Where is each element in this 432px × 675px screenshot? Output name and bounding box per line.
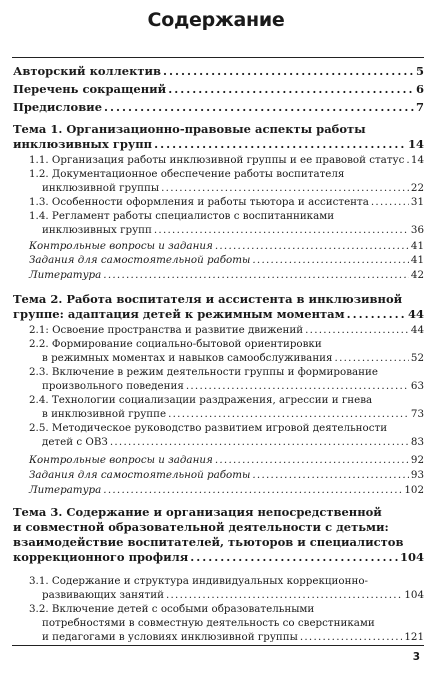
dot-leader	[104, 100, 414, 115]
toc-entry[interactable]	[13, 505, 424, 565]
dot-leader	[110, 435, 409, 449]
page-title: Содержание	[147, 9, 285, 31]
toc-page-number: 121	[404, 631, 424, 643]
dot-leader	[186, 379, 409, 393]
toc-entry-title: и педагогами в условиях инклюзивной группы	[42, 631, 298, 643]
toc-page-number: 44	[410, 324, 424, 336]
toc-page-number: 7	[415, 100, 424, 114]
dot-leader	[154, 223, 409, 237]
toc-page-number: 6	[415, 82, 424, 96]
toc-entry[interactable]	[13, 122, 424, 152]
toc-entry-title: 2.1: Освоение пространства и развитие движений	[29, 324, 304, 336]
toc-page-number: 36	[410, 224, 424, 236]
toc-entry[interactable]	[29, 323, 424, 337]
toc-entry-title: потребностями в совместную деятельность со сверстниками	[42, 617, 375, 629]
toc-entry-title: 2.4. Технологии социализации раздражения, агрессии и гнева	[29, 394, 373, 406]
toc-entry[interactable]	[29, 153, 424, 167]
toc-entry-title: Предисловие	[13, 100, 103, 114]
toc-entry-title: 1.1. Организация работы инклюзивной группы и ее правовой статус	[29, 154, 405, 166]
toc-page-number: 22	[410, 182, 424, 194]
toc-entry[interactable]	[29, 453, 424, 467]
toc-entry-title: 1.4. Регламент работы специалистов с воспитанниками	[29, 210, 335, 222]
toc-entry[interactable]	[29, 421, 424, 449]
dot-leader	[190, 550, 398, 565]
toc-entry-title: 3.1. Содержание и структура индивидуальных коррекционно-	[29, 575, 369, 587]
dot-leader	[168, 407, 409, 421]
dot-leader	[335, 351, 409, 365]
toc-entry[interactable]	[29, 602, 424, 644]
toc-entry-title: группе: адаптация детей к режимным моментам	[13, 307, 345, 321]
dot-leader	[347, 307, 406, 322]
toc-entry[interactable]	[13, 100, 424, 115]
toc-entry-title: Контрольные вопросы и задания	[29, 240, 213, 252]
toc-entry-title: и совместной образовательной деятельности с детьми:	[13, 520, 389, 534]
toc-entry[interactable]	[29, 268, 424, 282]
toc-entry-title: инклюзивных групп	[42, 224, 152, 236]
bottom-rule	[12, 645, 424, 646]
dot-leader	[154, 137, 406, 152]
toc-entry-title: в режимных моментах и навыков самообслуживания	[42, 352, 333, 364]
toc-entry-title: Авторский коллектив	[13, 64, 162, 78]
toc-entry-title: 2.3. Включение в режим деятельности группы и формирование	[29, 366, 378, 378]
toc-page-number: 14	[410, 154, 424, 166]
toc-entry[interactable]	[29, 483, 424, 497]
toc-entry-title: 1.2. Документационное обеспечение работы воспитателя	[29, 168, 345, 180]
toc-entry-title: Литература	[29, 484, 102, 496]
toc-page-number: 44	[407, 307, 424, 321]
toc-page-number: 83	[410, 436, 424, 448]
dot-leader	[371, 195, 409, 209]
toc-entry[interactable]	[29, 253, 424, 267]
dot-leader	[215, 239, 409, 253]
toc-entry[interactable]	[29, 468, 424, 482]
toc-entry-title: Тема 1. Организационно-правовые аспекты работы	[13, 122, 366, 136]
toc-page-number: 92	[410, 454, 424, 466]
toc-page-number: 41	[410, 240, 424, 252]
dot-leader	[166, 588, 402, 602]
toc-entry[interactable]	[29, 239, 424, 253]
toc-entry-title: Перечень сокращений	[13, 82, 167, 96]
toc-entry-title: коррекционного профиля	[13, 550, 189, 564]
toc-entry-title: развивающих занятий	[42, 589, 164, 601]
toc-entry-title: Задания для самостоятельной работы	[29, 254, 251, 266]
toc-entry-title: Задания для самостоятельной работы	[29, 469, 251, 481]
toc-entry-title: Тема 3. Содержание и организация непосредственной	[13, 505, 382, 519]
toc-page-number: 102	[404, 484, 424, 496]
toc-page-number: 5	[415, 64, 424, 78]
dot-leader	[103, 483, 402, 497]
toc-page-number: 63	[410, 380, 424, 392]
toc-page-number: 31	[410, 196, 424, 208]
toc-page-number: 104	[404, 589, 424, 601]
toc-entry[interactable]	[29, 337, 424, 365]
toc-page-number: 93	[410, 469, 424, 481]
toc-page-number: 52	[410, 352, 424, 364]
toc-page-number: 41	[410, 254, 424, 266]
toc-entry-title: в инклюзивной группе	[42, 408, 167, 420]
toc-entry[interactable]	[29, 167, 424, 195]
toc-entry[interactable]	[29, 574, 424, 602]
toc-page-number: 73	[410, 408, 424, 420]
toc-entry[interactable]	[29, 365, 424, 393]
toc-entry-title: произвольного поведения	[42, 380, 184, 392]
toc-entry-title: 2.5. Методическое руководство развитием игровой деятельности	[29, 422, 388, 434]
toc-entry-title: взаимодействие воспитателей, тьюторов и специалистов	[13, 535, 404, 549]
toc-entry[interactable]	[29, 195, 424, 209]
dot-leader	[252, 253, 409, 267]
toc-entry-title: Контрольные вопросы и задания	[29, 454, 213, 466]
toc-entry-title: 3.2. Включение детей с особыми образовательными	[29, 603, 315, 615]
toc-entry[interactable]	[29, 393, 424, 421]
toc-entry-title: Литература	[29, 269, 102, 281]
toc-entry[interactable]	[29, 209, 424, 237]
toc-page-number: 104	[399, 550, 424, 564]
toc-page-number: 42	[410, 269, 424, 281]
dot-leader	[168, 82, 414, 97]
toc-entry-title: инклюзивных групп	[13, 137, 153, 151]
toc-entry-title: инклюзивной группы	[42, 182, 160, 194]
top-rule	[12, 57, 424, 58]
dot-leader	[305, 323, 409, 337]
toc-entry[interactable]	[13, 292, 424, 322]
toc-entry[interactable]	[13, 64, 424, 79]
dot-leader	[215, 453, 409, 467]
toc-entry-title: детей с ОВЗ	[42, 436, 108, 448]
dot-leader	[406, 153, 409, 167]
toc-entry-title: 2.2. Формирование социально-бытовой ориентировки	[29, 338, 322, 350]
dot-leader	[300, 630, 403, 644]
dot-leader	[252, 468, 409, 482]
toc-entry-title: Тема 2. Работа воспитателя и ассистента в инклюзивной	[13, 292, 403, 306]
toc-page-number: 14	[407, 137, 424, 151]
toc-entry-title: 1.3. Особенности оформления и работы тьютора и ассистента	[29, 196, 369, 208]
dot-leader	[163, 64, 414, 79]
toc-entry[interactable]	[13, 82, 424, 97]
dot-leader	[161, 181, 409, 195]
page-number: 3	[412, 651, 420, 663]
dot-leader	[103, 268, 409, 282]
